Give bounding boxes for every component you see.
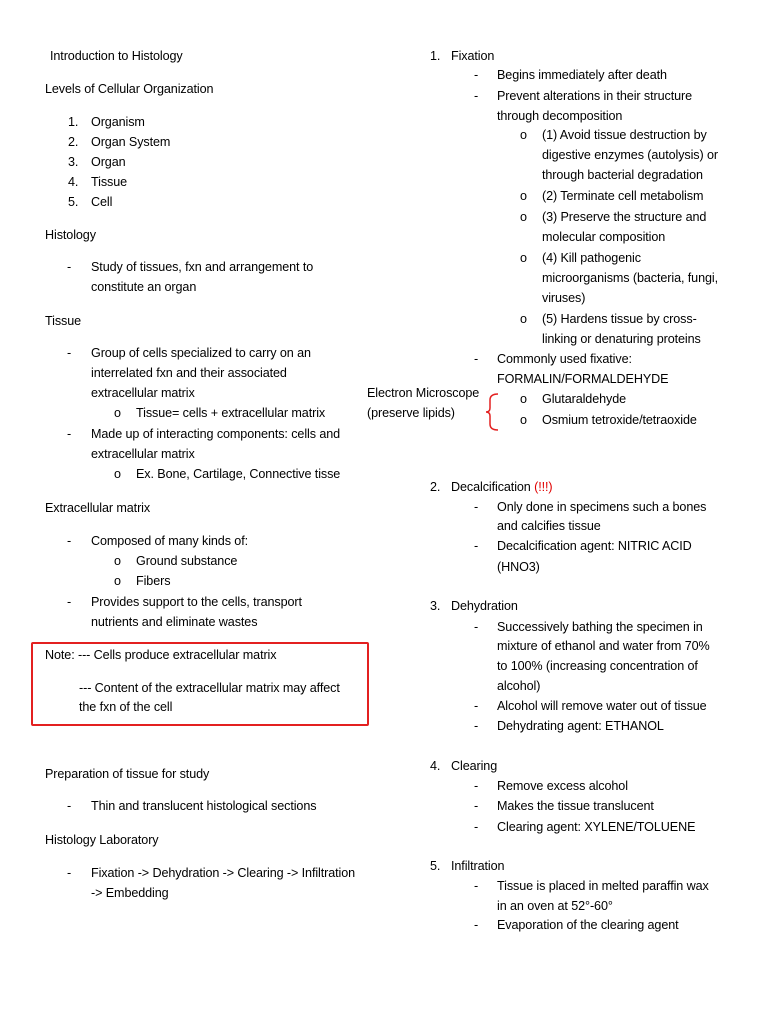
bullet-dash: - [474,500,479,514]
level-num: 2. [68,135,79,149]
bullet-dash: - [474,620,479,634]
bullet-dash: - [474,89,479,103]
dehy-bullet: Successively bathing the specimen in [497,620,703,634]
step-num: 1. [430,49,441,63]
bullet-circle: o [520,128,527,142]
bullet-dash: - [474,68,479,82]
bullet-dash: - [474,879,479,893]
bullet-dash: - [67,595,72,609]
level-item: Organism [91,115,145,129]
tissue-subbullet: Ex. Bone, Cartilage, Connective tisse [136,467,341,481]
bullet-circle: o [520,392,527,406]
bullet-dash: - [474,799,479,813]
lab-bullet-cont: -> Embedding [91,886,169,900]
level-item: Organ System [91,135,171,149]
level-num: 5. [68,195,79,209]
dehy-bullet: Dehydrating agent: ETHANOL [497,719,664,733]
fixation-subbullet-cont: microorganisms (bacteria, fungi, [542,271,718,285]
fixation-subbullet-cont: digestive enzymes (autolysis) or [542,148,718,162]
bullet-circle: o [520,251,527,265]
bullet-dash: - [67,799,72,813]
bullet-dash: - [474,352,479,366]
bracket-brace [486,392,500,432]
ecm-bullet: Composed of many kinds of: [91,534,248,548]
fixation-subbullet: (4) Kill pathogenic [542,251,641,265]
fixation-bullet: Commonly used fixative: [497,352,632,366]
lab-bullet: Fixation -> Dehydration -> Clearing -> Infiltration [91,866,356,880]
step-num: 4. [430,759,441,773]
bullet-dash: - [67,260,72,274]
clearing-bullet: Clearing agent: XYLENE/TOLUENE [497,820,696,834]
tissue-bullet-cont: extracellular matrix [91,447,195,461]
fixation-subbullet-cont: through bacterial degradation [542,168,703,182]
tissue-subbullet: Tissue= cells + extracellular matrix [136,406,326,420]
clearing-heading: Clearing [451,759,498,773]
decalcification-heading [451,477,553,497]
fixation-subbullet-cont: linking or denaturing proteins [542,332,701,346]
step-num: 2. [430,480,441,494]
bullet-circle: o [114,467,121,481]
bullet-dash: - [474,918,479,932]
fixation-subbullet: (3) Preserve the structure and [542,210,707,224]
fixation-heading: Fixation [451,49,495,63]
clearing-bullet: Makes the tissue translucent [497,799,654,813]
fixation-subbullet: (5) Hardens tissue by cross- [542,312,697,326]
infiltration-bullet: Tissue is placed in melted paraffin wax [497,879,709,893]
infiltration-bullet-cont: in an oven at 52°-60° [497,899,613,913]
infiltration-heading: Infiltration [451,859,505,873]
bullet-dash: - [67,427,72,441]
histology-bullet-cont: constitute an organ [91,280,197,294]
dehydration-heading: Dehydration [451,599,518,613]
dehy-bullet-cont: mixture of ethanol and water from 70% [497,639,710,653]
bullet-circle: o [520,312,527,326]
tissue-bullet-cont: extracellular matrix [91,386,195,400]
decal-bullet: Decalcification agent: NITRIC ACID [497,539,692,553]
electron-microscope-label: Electron Microscope [367,386,480,400]
fixation-subbullet-cont: molecular composition [542,230,666,244]
bullet-dash: - [474,699,479,713]
em-fixative: Osmium tetroxide/tetraoxide [542,413,697,427]
lab-heading: Histology Laboratory [45,833,159,847]
level-num: 1. [68,115,79,129]
step-num: 5. [430,859,441,873]
bullet-circle: o [114,574,121,588]
tissue-bullet-cont: interrelated fxn and their associated [91,366,287,380]
decal-bullet-cont: and calcifies tissue [497,519,601,533]
ecm-bullet-cont: nutrients and eliminate wastes [91,615,258,629]
ecm-heading: Extracellular matrix [45,501,151,515]
fixation-subbullet: (1) Avoid tissue destruction by [542,128,707,142]
fixation-bullet: Prevent alterations in their structure [497,89,692,103]
bullet-dash: - [67,346,72,360]
electron-microscope-note: (preserve lipids) [367,406,455,420]
bullet-dash: - [474,779,479,793]
em-fixative: Glutaraldehyde [542,392,627,406]
ecm-bullet: Provides support to the cells, transport [91,595,302,609]
level-item: Organ [91,155,126,169]
level-num: 3. [68,155,79,169]
bullet-circle: o [520,189,527,203]
tissue-bullet: Group of cells specialized to carry on an [91,346,311,360]
bullet-circle: o [520,210,527,224]
step-num: 3. [430,599,441,613]
histology-heading: Histology [45,228,96,242]
dehy-bullet-cont: alcohol) [497,679,541,693]
dehy-bullet: Alcohol will remove water out of tissue [497,699,707,713]
prep-heading: Preparation of tissue for study [45,767,210,781]
level-num: 4. [68,175,79,189]
bullet-dash: - [67,534,72,548]
fixative-name: FORMALIN/FORMALDEHYDE [497,372,669,386]
bullet-circle: o [520,413,527,427]
dehy-bullet-cont: to 100% (increasing concentration of [497,659,698,673]
prep-bullet: Thin and translucent histological sections [91,799,317,813]
ecm-subbullet: Fibers [136,574,171,588]
level-item: Tissue [91,175,128,189]
fixation-subbullet: (2) Terminate cell metabolism [542,189,704,203]
fixation-subbullet-cont: viruses) [542,291,586,305]
note-line: Note: --- Cells produce extracellular matrix [45,648,277,662]
note-line: the fxn of the cell [79,700,173,714]
infiltration-bullet: Evaporation of the clearing agent [497,918,679,932]
decalcification-title: Decalcification [451,480,531,494]
doc-title: Introduction to Histology [50,49,183,63]
note-line: --- Content of the extracellular matrix may affect [79,681,340,695]
bullet-dash: - [474,539,479,553]
fixation-bullet: Begins immediately after death [497,68,667,82]
clearing-bullet: Remove excess alcohol [497,779,628,793]
histology-bullet: Study of tissues, fxn and arrangement to [91,260,314,274]
fixation-bullet-cont: through decomposition [497,109,623,123]
tissue-bullet: Made up of interacting components: cells and [91,427,341,441]
ecm-subbullet: Ground substance [136,554,238,568]
tissue-heading: Tissue [45,314,82,328]
bullet-circle: o [114,554,121,568]
decal-bullet-cont: (HNO3) [497,560,540,574]
bullet-circle: o [114,406,121,420]
bullet-dash: - [67,866,72,880]
level-item: Cell [91,195,113,209]
levels-heading: Levels of Cellular Organization [45,82,214,96]
decal-bullet: Only done in specimens such a bones [497,500,707,514]
bullet-dash: - [474,719,479,733]
emphasis-mark: (!!!) [534,480,553,494]
bullet-dash: - [474,820,479,834]
